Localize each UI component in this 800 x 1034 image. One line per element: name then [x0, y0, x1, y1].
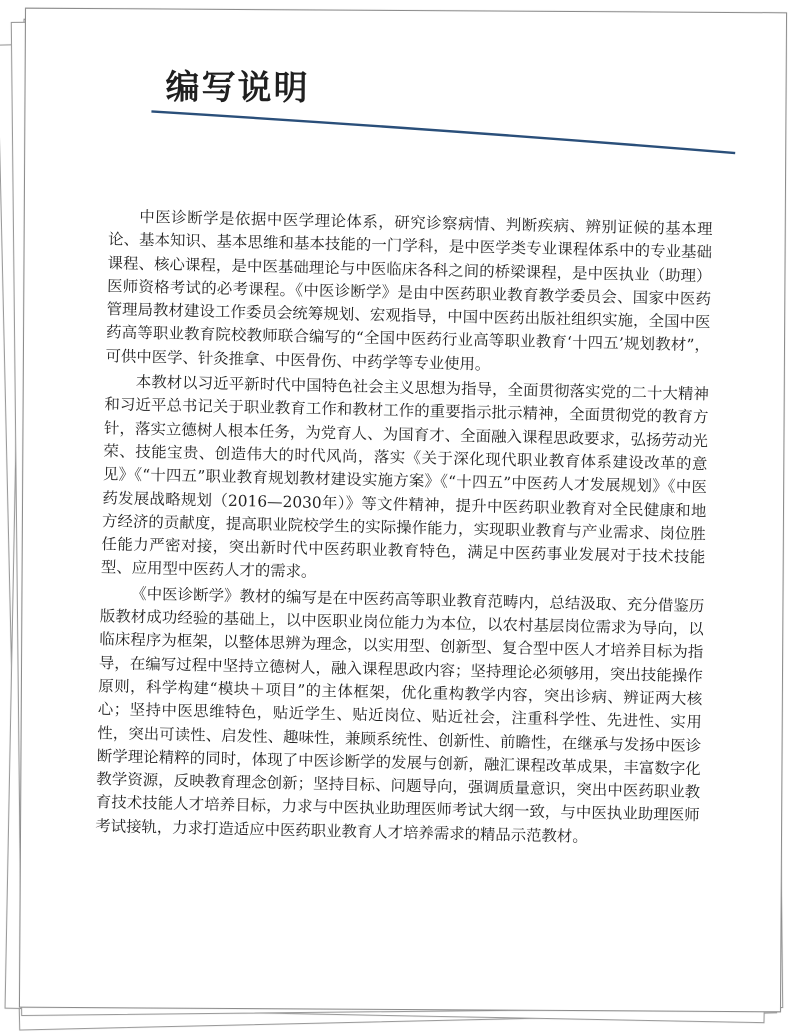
title-underline-stroke [151, 111, 735, 153]
front-page [19, 8, 787, 1013]
paragraph-3: 《中医诊断学》教材的编写是在中医药高等职业教育范畴内，总结汲取、充分借鉴历版教材成功经验的基础上，以中医职业岗位能力为本位，以农村基层岗位需求为导向，以临床程序为框架，以整体思辨为理念，以实用型、创新型、复合型中医人才培养目标为指导，在编写过程中坚持立德树人，融入课程思政内容；坚持理论必须够用，突出技能操作原则，科学构建“模块＋项目”的主体框架，优化重构教学内容，突出诊病、辨证两大核心；坚持中医思维特色，贴近学生、贴近岗位、贴近社会，注重科学性、先进性、实用性，突出可读性、启发性、趣味性，兼顾系统性、创新性、前瞻性，在继承与发扬中医诊断学理论精粹的同时，体现了中医诊断学的发展与创新，融汇课程改革成果，丰富数字化教学资源，反映教育理念创新；坚持目标、问题导向，强调质量意识，突出中医药职业教育技术技能人才培养目标，力求与中医执业助理医师考试大纲一致，与中医执业助理医师考试接轨，力求打造适应中医药职业教育人才培养需求的精品示范教材。 [95, 584, 705, 846]
paragraph-2: 本教材以习近平新时代中国特色社会主义思想为指导，全面贯彻落实党的二十大精神和习近平总书记关于职业教育工作和教材工作的重要指示批示精神，全面贯彻党的教育方针，落实立德树人根本任务，为党育人、为国育才、全面融入课程思政要求，弘扬劳动光荣、技能宝贵、创造伟大的时代风尚，落实《关于深化现代职业教育体系建设改革的意见》《“十四五”职业教育规划教材建设实施方案》《“十四五”中医药人才发展规划》《中医药发展战略规划（2016—2030年）》等文件精神，提升中医药职业教育对全民健康和地方经济的贡献度，提高职业院校学生的实际操作能力，实现职业教育与产业需求、岗位胜任能力严密对接，突出新时代中医药职业教育特色，满足中医药事业发展对于技术技能型、应用型中医药人才的需求。 [100, 372, 710, 582]
body-text [95, 205, 713, 853]
paragraph-1: 中医诊断学是依据中医学理论体系，研究诊察病情、判断疾病、辨别证候的基本理论、基本知识、基本思维和基本技能的一门学科，是中医学类专业课程体系中的专业基础课程、核心课程，是中医基础理论与中医临床各科之间的桥梁课程，是中医执业（助理）医师资格考试的必考课程。《中医诊断学》是由中医药职业教育教学委员会、国家中医药管理局教材建设工作委员会统筹规划、宏观指导，中国中医药出版社组织实施，全国中医药高等职业教育院校教师联合编写的“全国中医药行业高等职业教育‘十四五’规划教材”，可供中医学、针灸推拿、中医骨伤、中药学等专业使用。 [105, 207, 713, 374]
page-title: 编写说明 [165, 67, 310, 109]
title-block [143, 49, 744, 163]
